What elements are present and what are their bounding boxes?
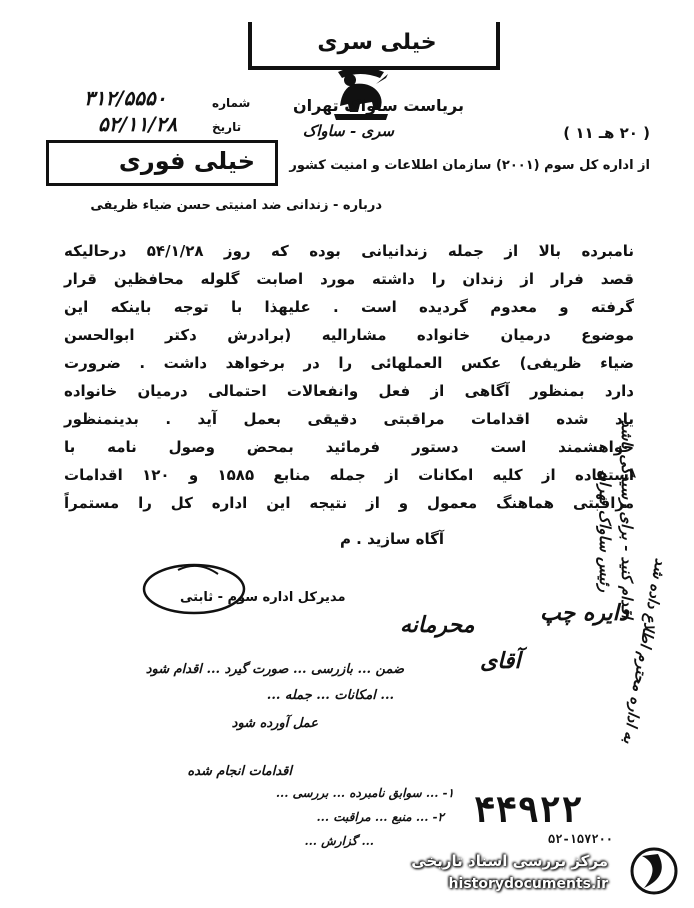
sender-office-stamp: سری - ساواک <box>302 122 394 140</box>
watermark-url: historydocuments.ir <box>448 876 608 892</box>
handwritten-note: عمل آورده شود <box>231 716 318 731</box>
margin-note: رئیس ساواک تهران <box>596 470 614 593</box>
margin-note: اقدام کنید - برای رسیدگی باشد <box>618 420 636 619</box>
sender-line: از اداره کل سوم (۲۰۰۱) سازمان اطلاعات و امنیت کشور <box>289 158 650 173</box>
archive-logo-icon <box>614 846 684 896</box>
subject-line: درباره - زندانی ضد امنیتی حسن ضیاء ظریفی <box>90 198 382 213</box>
watermark-title: مرکز بررسی اسناد تاریخی <box>411 852 608 870</box>
body-line: آگاه سازید . م <box>339 530 444 548</box>
handwritten-note: ضمن ... بازرسی ... صورت گیرد ... اقدام شود <box>145 662 404 677</box>
body-line: استفاده از کلیه امکانات از جمله منابع ۱۵۸۵ و ۱۲۰ اقدامات <box>64 466 634 484</box>
urgent-stamp-label: خیلی فوری <box>118 147 255 175</box>
body-line: نامبرده بالا از جمله زندانیانی بوده که روز ۵۴/۱/۲۸ درحالیکه <box>64 242 635 260</box>
handwritten-note: ... امکانات ... جمله ... <box>266 688 394 703</box>
classification-box <box>248 22 500 70</box>
handwritten-note: اقدامات انجام شده <box>187 764 292 779</box>
handwritten-note: ۲- ... منبع ... مراقبت ... <box>316 810 444 824</box>
handwritten-oval-mark <box>138 560 250 618</box>
body-line: گرفته و معدوم گردیده است . علیهذا با توجه باینکه این <box>64 298 634 316</box>
handwritten-note: ... گزارش ... <box>304 834 374 848</box>
handwritten-mark: محرمانه <box>400 612 475 638</box>
archive-sub-number: ۵۲-۱۵۷۲۰۰ <box>548 832 614 846</box>
body-line: موضوع درمیان خانواده مشارالیه (برادرش دکتر ابوالحسن <box>64 326 634 344</box>
margin-note: به اداره محترم اطلاع داده شد <box>619 556 670 746</box>
date-value: ۵۲/۱۱/۲۸ <box>98 112 178 136</box>
archive-number: ۴۴۹۲۲ <box>474 790 583 831</box>
urgent-stamp <box>46 140 278 186</box>
body-line: مراقبتی هماهنگ معمول و از نتیجه این اداره کل را مستمراً <box>64 494 634 512</box>
number-value: ۳۱۲/۵۵۵۰ <box>84 86 167 110</box>
body-line: خواهشمند است دستور فرمائید بمحض وصول نامه با <box>64 438 634 456</box>
handwritten-note: ۱- ... سوابق نامبرده ... بررسی ... <box>275 786 454 800</box>
handwritten-mark: آقای <box>480 648 521 674</box>
date-label: تاریخ <box>212 120 242 134</box>
body-line: قصد فرار از زندان را داشته مورد اصابت گلوله محافظین قرار <box>64 270 634 288</box>
closing-signature-line: مدیرکل اداره سوم - ثابتی <box>180 590 346 605</box>
reference-code: ( ۲۰ هـ ۱۱ ) <box>563 124 650 142</box>
classification-label: خیلی سری <box>317 30 437 55</box>
body-line: دارد بمنظور آگاهی از فعل وانفعالات احتمالی درمیان خانواده <box>64 382 634 400</box>
handwritten-mark: دایره چپ <box>540 600 629 626</box>
number-label: شماره <box>212 96 251 110</box>
body-line: یاد شده اقدامات مراقبتی دقیقی بعمل آید . بدینمنظور <box>64 410 634 428</box>
recipient-line: بریاست ساواک تهران <box>292 96 464 115</box>
body-line: ضیاء ظریفی) عکس العملهائی را در برخواهد داشت . ضرورت <box>64 354 634 372</box>
